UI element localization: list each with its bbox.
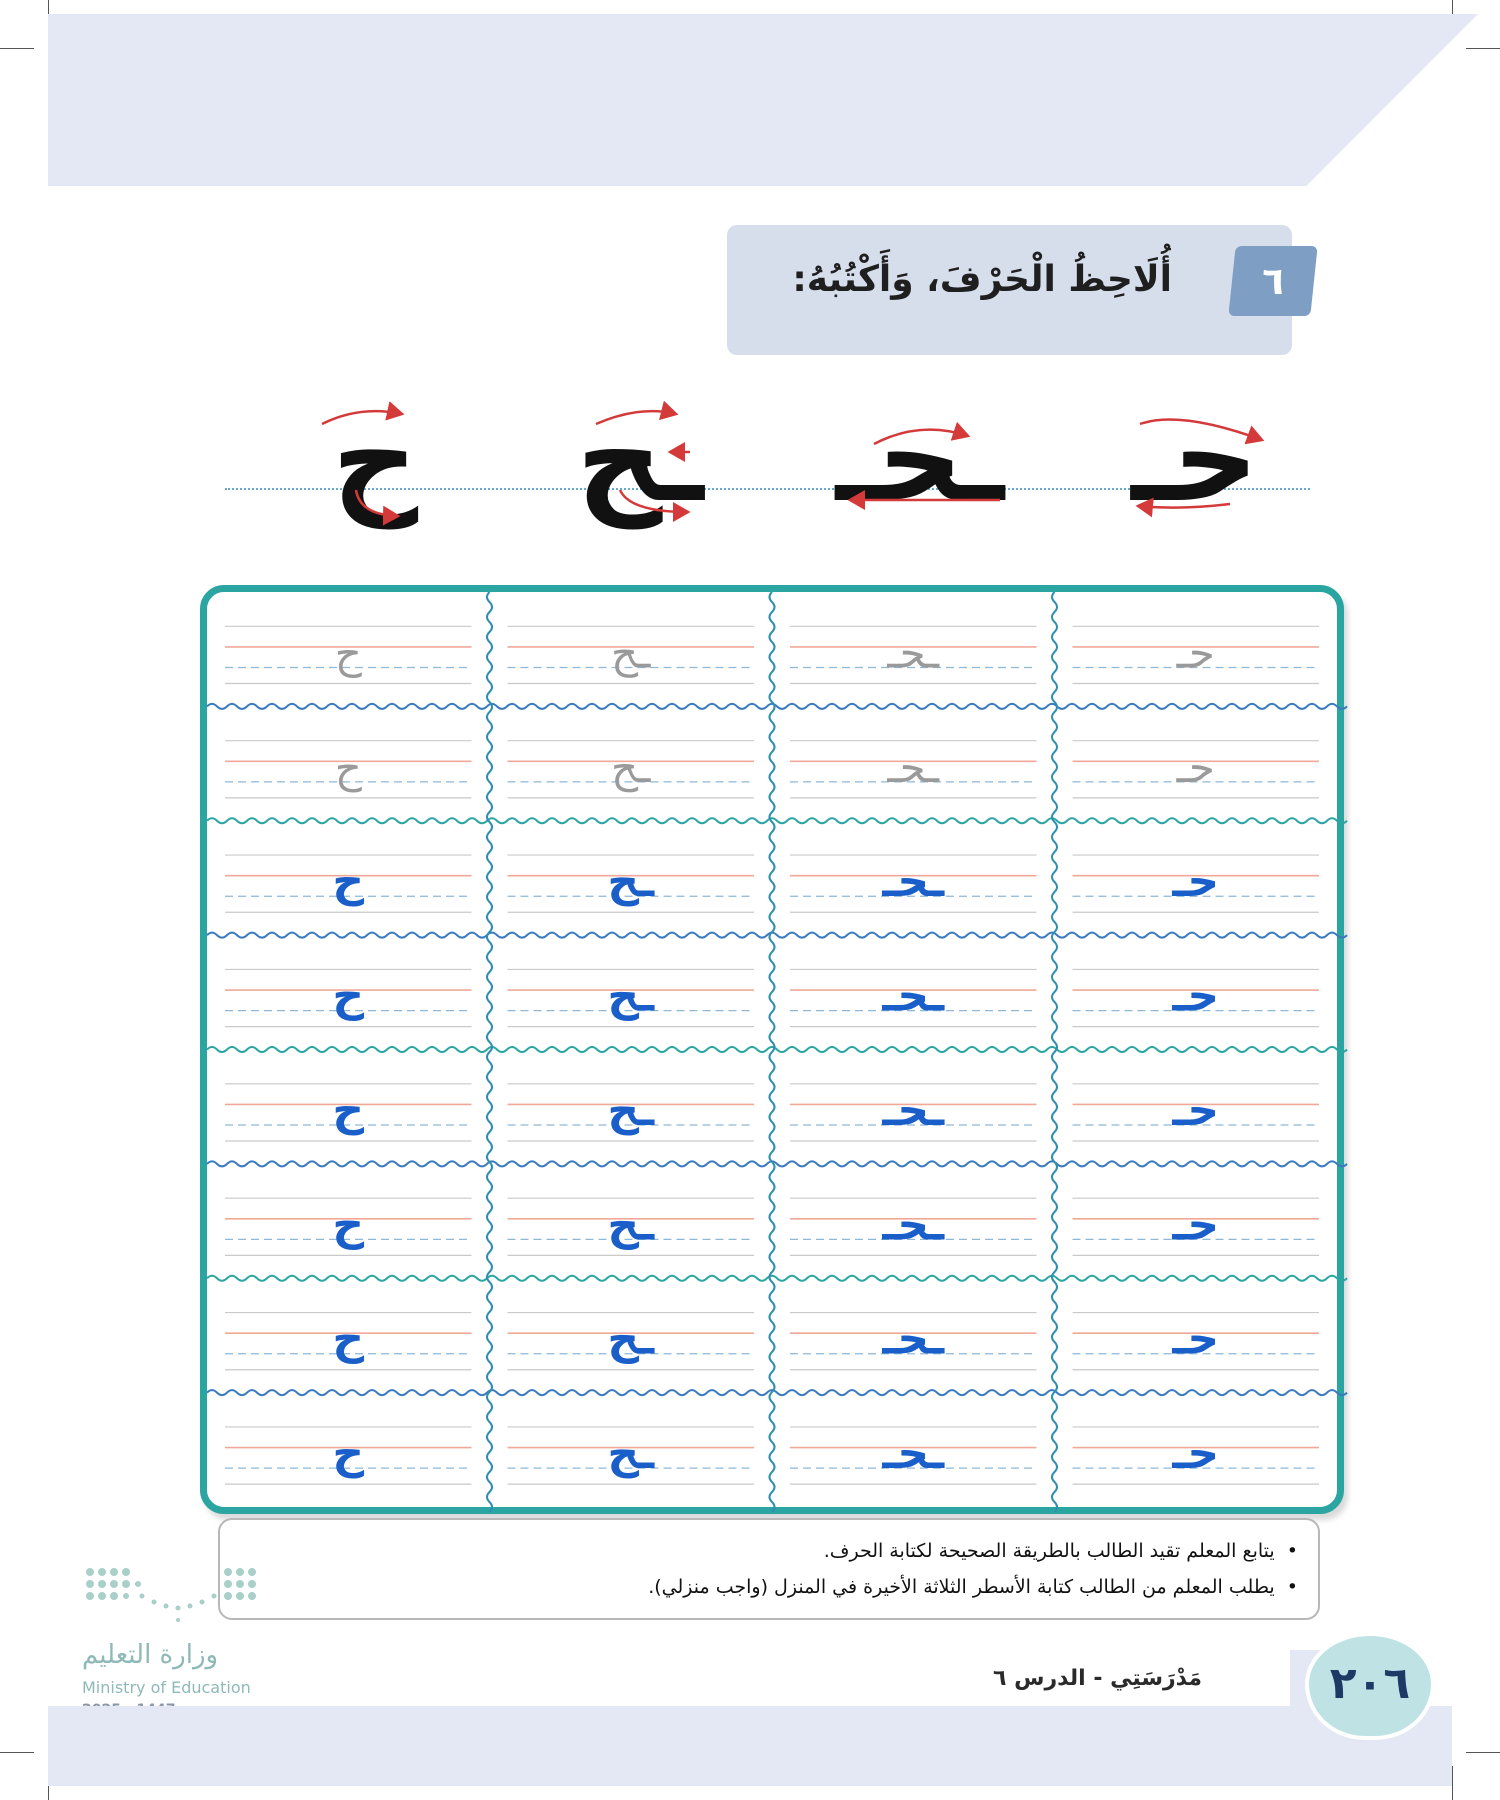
demo-letter-final: ـح	[576, 390, 704, 529]
trace-letter: ـحـ	[887, 742, 940, 792]
model-letter: حـ	[1172, 1199, 1220, 1251]
model-letter: ح	[332, 1199, 365, 1251]
model-letter: ـحـ	[882, 1199, 945, 1251]
bullet-icon: •	[1274, 1540, 1298, 1562]
bullet-icon: •	[1274, 1576, 1298, 1598]
model-letter: ـحـ	[882, 1313, 945, 1365]
model-letter: ـح	[607, 1199, 655, 1251]
note-text: يطلب المعلم من الطالب كتابة الأسطر الثلاثة الأخيرة في المنزل (واجب منزلي).	[648, 1576, 1275, 1598]
row-separator	[207, 1161, 1347, 1166]
trace-letter: ـحـ	[887, 628, 940, 678]
note-item	[298, 1540, 1298, 1562]
row-separator	[207, 704, 1347, 709]
model-letter: ـح	[607, 1313, 655, 1365]
demo-letter-initial: حـ	[1131, 390, 1259, 529]
row-separator	[207, 933, 1347, 938]
model-letter: ح	[332, 1084, 365, 1136]
demo-letter-medial: ـحـ	[835, 390, 1005, 529]
model-letter: حـ	[1172, 1084, 1220, 1136]
trace-letter: ـح	[611, 742, 651, 792]
page-number: ٢٠٦	[1305, 1632, 1435, 1740]
model-letter: ـح	[607, 1084, 655, 1136]
trace-letter: ـح	[611, 628, 651, 678]
exercise-number-badge: ٦	[1228, 246, 1317, 316]
model-letter: حـ	[1172, 1313, 1220, 1365]
note-item	[298, 1576, 1298, 1598]
book-lesson-label: مَدْرَسَتِي - الدرس ٦	[993, 1666, 1202, 1691]
model-letter: ح	[332, 970, 365, 1022]
column-separator	[1052, 592, 1057, 1512]
ministry-name-ar: وزارة التعليم	[82, 1640, 219, 1670]
row-separator	[207, 1047, 1347, 1052]
teacher-notes-box	[218, 1518, 1320, 1620]
model-letter: ـح	[607, 1428, 655, 1480]
column-separator	[487, 592, 492, 1512]
trace-letter: ح	[334, 628, 362, 678]
model-letter: ح	[332, 1313, 365, 1365]
ministry-name-en: Ministry of Education	[82, 1678, 251, 1697]
column-separator	[770, 592, 775, 1512]
trace-letter: حـ	[1176, 742, 1215, 792]
model-letter: ـح	[607, 856, 655, 908]
trace-letter: ح	[334, 742, 362, 792]
row-separator	[207, 1390, 1347, 1395]
footer-band	[48, 1706, 1452, 1786]
row-separator	[207, 818, 1347, 823]
ministry-logo-icon	[80, 1560, 270, 1630]
model-letter: ـحـ	[882, 1428, 945, 1480]
model-letter: ـحـ	[882, 970, 945, 1022]
demo-letter-isolated: ح	[331, 390, 419, 529]
model-letter: ـحـ	[882, 856, 945, 908]
model-letter: ـح	[607, 970, 655, 1022]
model-letter: ح	[332, 1428, 365, 1480]
model-letter: ـحـ	[882, 1084, 945, 1136]
model-letter: حـ	[1172, 970, 1220, 1022]
trace-letter: حـ	[1176, 628, 1215, 678]
note-text: يتابع المعلم تقيد الطالب بالطريقة الصحيحة لكتابة الحرف.	[823, 1540, 1275, 1562]
row-separator	[207, 1276, 1347, 1281]
model-letter: حـ	[1172, 1428, 1220, 1480]
model-letter: حـ	[1172, 856, 1220, 908]
model-letter: ح	[332, 856, 365, 908]
instruction-text: أُلَاحِظُ الْحَرْفَ، وَأَكْتُبُهُ:	[792, 259, 1172, 300]
